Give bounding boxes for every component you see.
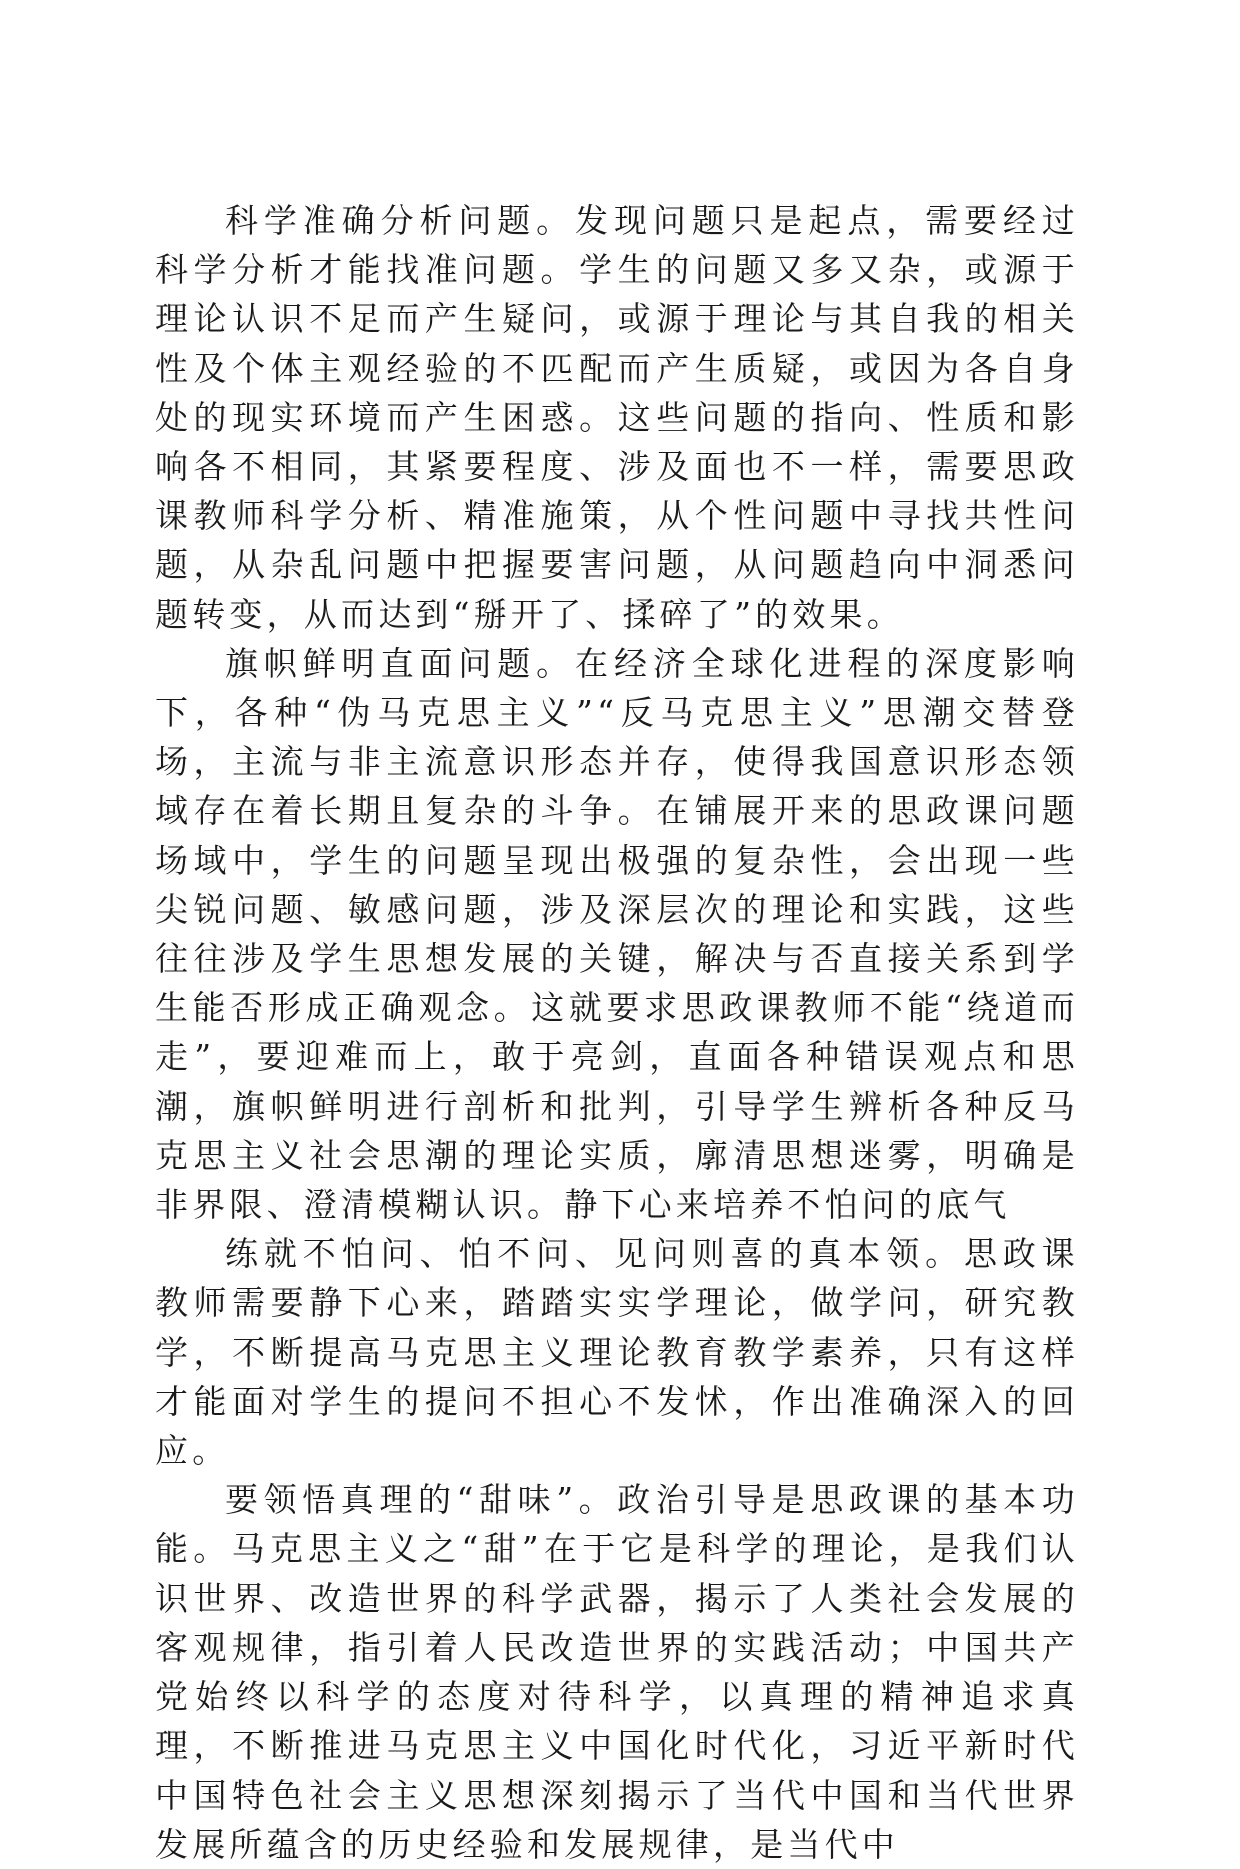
paragraph-face-problems: 旗帜鲜明直面问题。在经济全球化进程的深度影响下，各种“伪马克思主义”“反马克思主义”思潮交替登场，主流与非主流意识形态并存，使得我国意识形态领域存在着长期且复杂的斗争。在铺展开来的思政课问题场域中，学生的问题呈现出极强的复杂性，会出现一些尖锐问题、敏感问题，涉及深层次的理论和实践，这些往往涉及学生思想发展的关键，解决与否直接关系到学生能否形成正确观念。这就要求思政课教师不能“绕道而走”，要迎难而上，敢于亮剑，直面各种错误观点和思潮，旗帜鲜明进行剖析和批判，引导学生辨析各种反马克思主义社会思潮的理论实质，廓清思想迷雾，明确是非界限、澄清模糊认识。静下心来培养不怕问的底气 xyxy=(155,643,1079,1225)
paragraph-truth-sweetness: 要领悟真理的“甜味”。政治引导是思政课的基本功能。马克思主义之“甜”在于它是科学的理论，是我们认识世界、改造世界的科学武器，揭示了人类社会发展的客观规律，指引着人民改造世界的实践活动；中国共产党始终以科学的态度对待科学，以真理的精神追求真理，不断推进马克思主义中国化时代化，习近平新时代中国特色社会主义思想深刻揭示了当代中国和当代世界发展所蕴含的历史经验和发展规律，是当代中 xyxy=(155,1480,1079,1864)
paragraph-build-skills: 练就不怕问、怕不问、见问则喜的真本领。思政课教师需要静下心来，踏踏实实学理论，做学问，研究教学，不断提高马克思主义理论教育教学素养，只有这样才能面对学生的提问不担心不发怵，作出准确深入的回应。 xyxy=(155,1234,1079,1471)
document-body xyxy=(155,196,1079,1869)
paragraph-analyze-problems: 科学准确分析问题。发现问题只是起点，需要经过科学分析才能找准问题。学生的问题又多又杂，或源于理论认识不足而产生疑问，或源于理论与其自我的相关性及个体主观经验的不匹配而产生质疑，或因为各自身处的现实环境而产生困惑。这些问题的指向、性质和影响各不相同，其紧要程度、涉及面也不一样，需要思政课教师科学分析、精准施策，从个性问题中寻找共性问题，从杂乱问题中把握要害问题，从问题趋向中洞悉问题转变，从而达到“掰开了、揉碎了”的效果。 xyxy=(155,201,1079,634)
